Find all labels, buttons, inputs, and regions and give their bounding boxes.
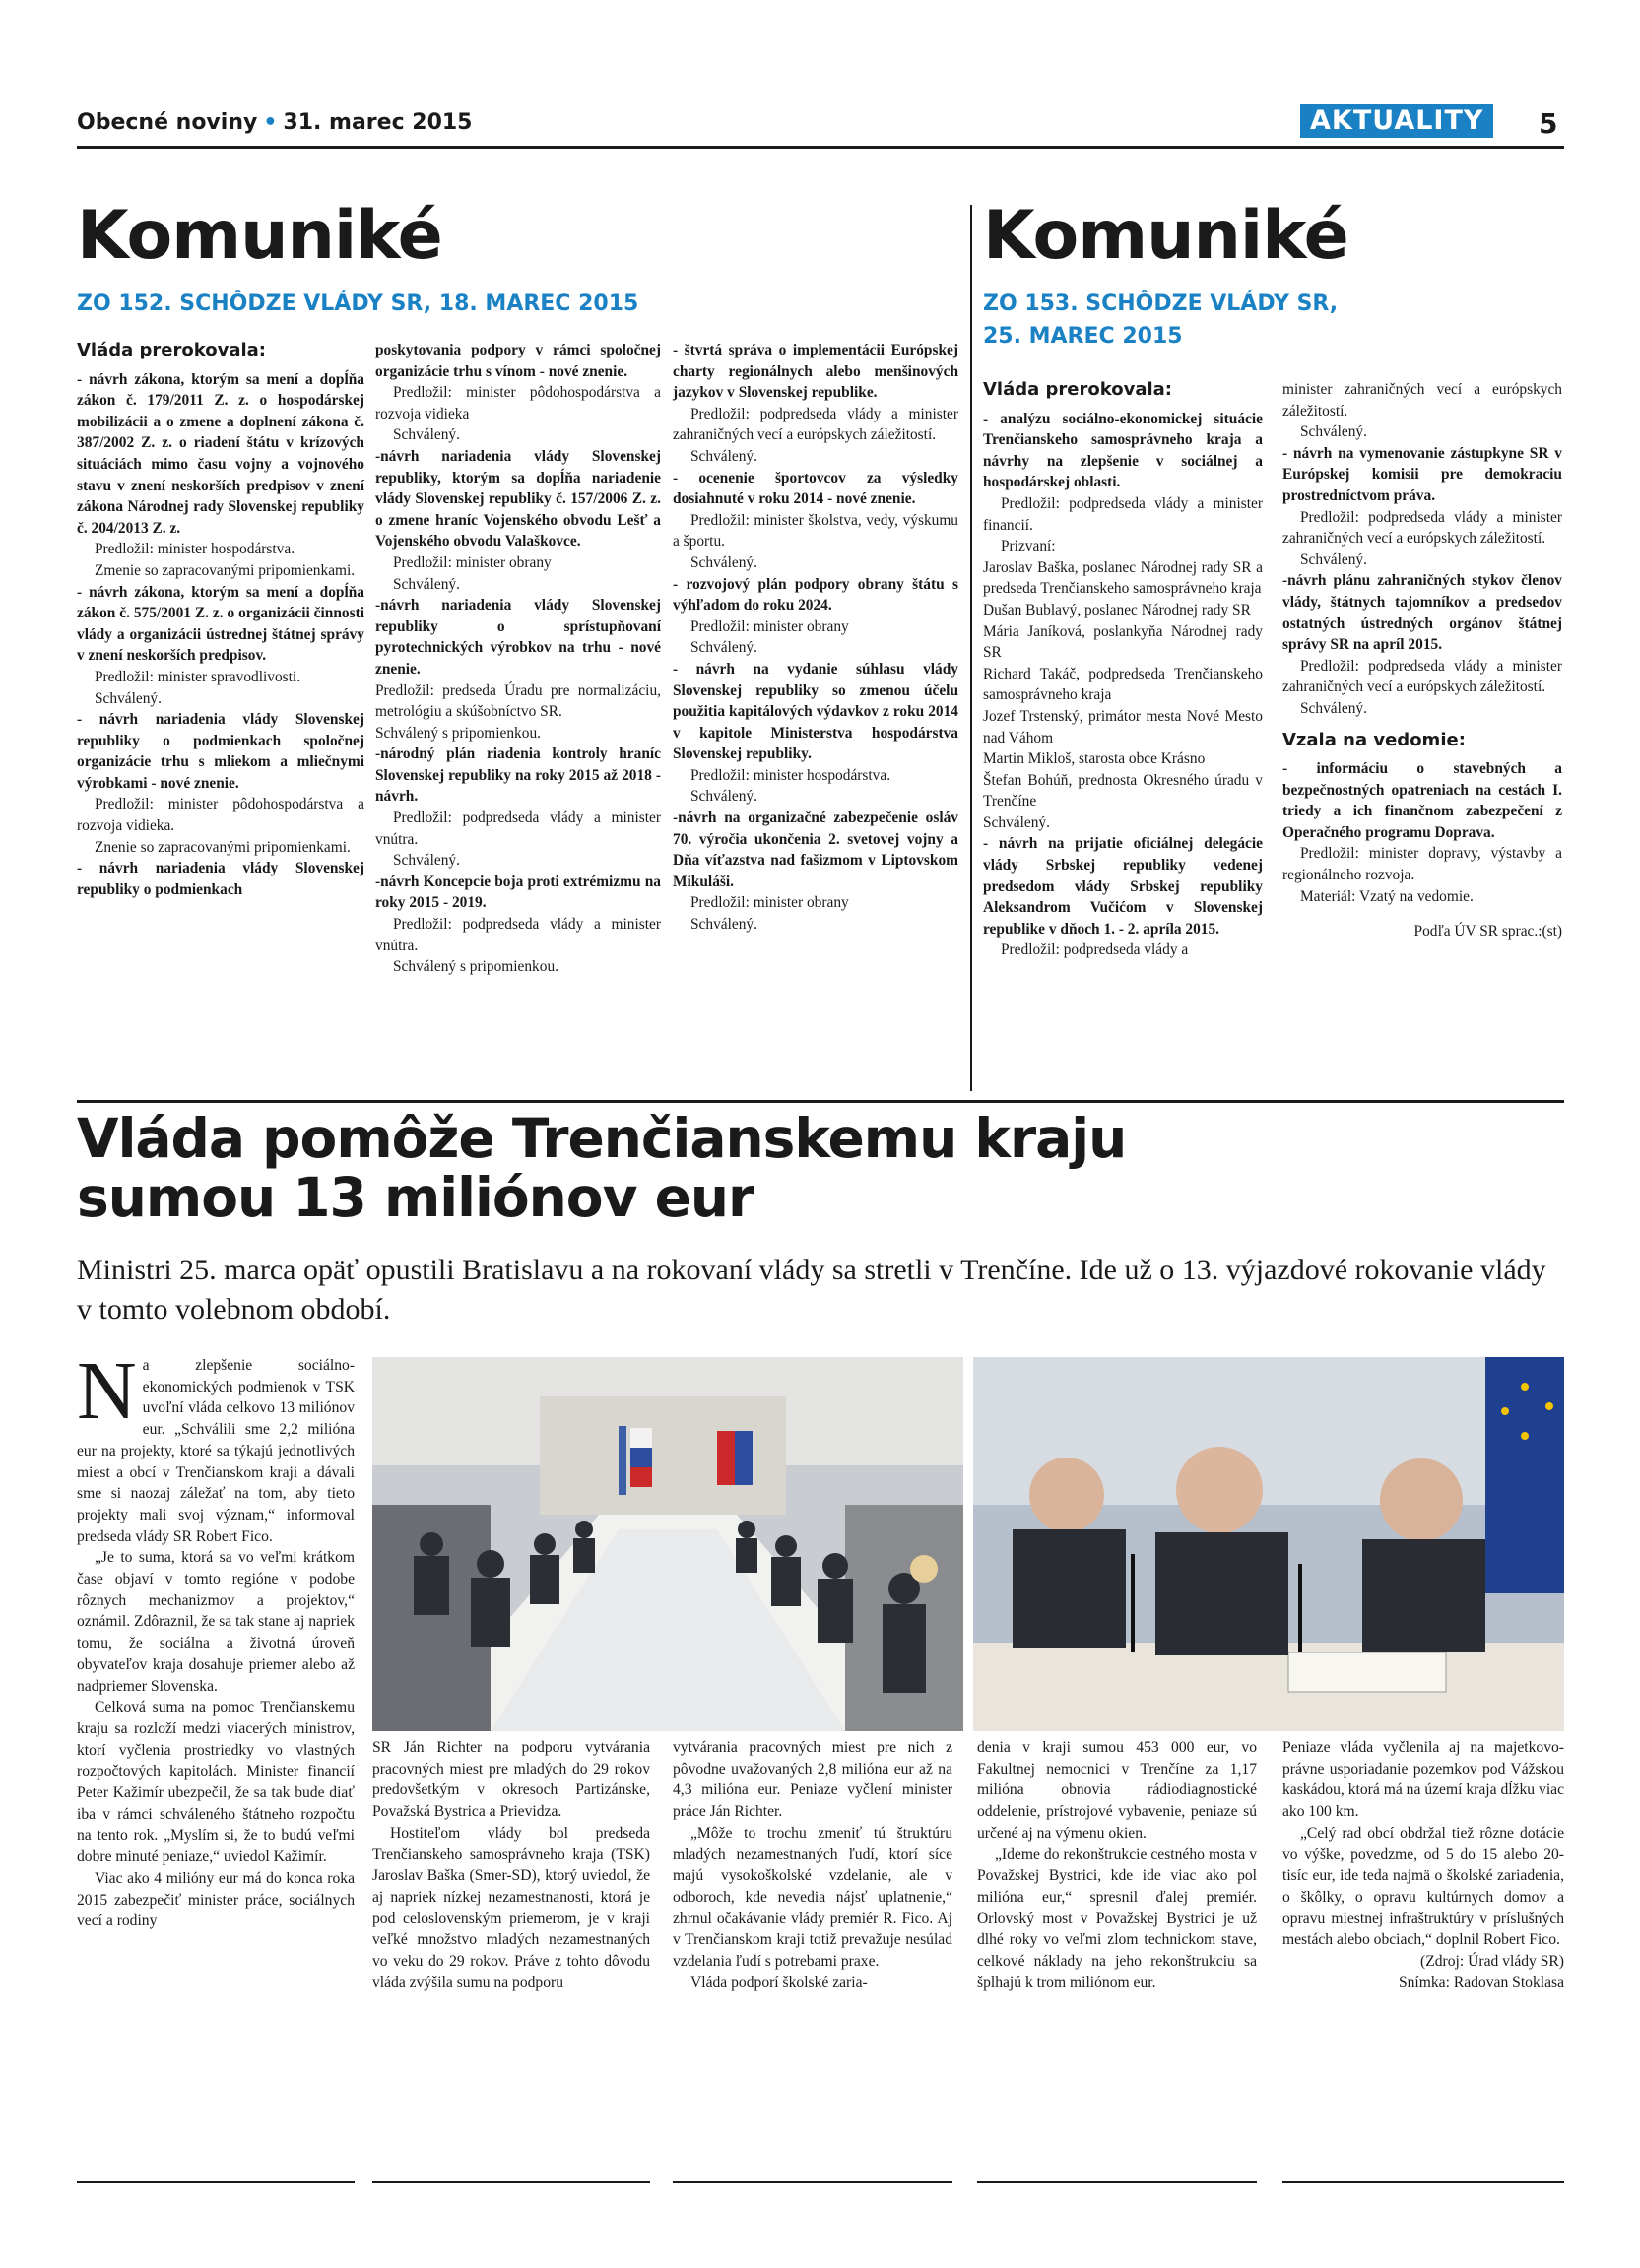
agenda-note: Predložil: minister obrany — [690, 894, 849, 912]
article-paragraph: Vláda podporí školské zaria- — [690, 1974, 868, 1991]
column-end-rule-4 — [977, 2181, 1257, 2183]
komunike1-column-2 — [375, 340, 661, 978]
agenda-item: - návrh na vymenovanie zástupkyne SR v Európskej komisii pre demokraciu prostredníctvom práva. — [1282, 444, 1562, 504]
article-source: (Zdroj: Úrad vlády SR) — [1420, 1953, 1564, 1971]
agenda-note: Predložil: podpredseda vlády a minister zahraničných vecí a európskych záležitostí. — [1282, 508, 1562, 548]
agenda-note: Jaroslav Baška, poslanec Národnej rady SR a predseda Trenčianskeho samosprávneho kraja — [983, 558, 1263, 598]
masthead — [77, 110, 473, 135]
agenda-note: Predložil: podpredseda vlády a — [1001, 941, 1189, 959]
column-end-rule-3 — [673, 2181, 952, 2183]
section-label: AKTUALITY — [1300, 104, 1493, 138]
agenda-item: - návrh zákona, ktorým sa mení a dopĺňa zákon č. 575/2001 Z. z. o organizácii činnosti vlády a organizácii ústrednej štátnej správy v znení neskorších predpisov. — [77, 583, 364, 665]
komunike2-title: Komuniké — [983, 197, 1348, 275]
drop-cap: N — [77, 1345, 137, 1437]
header-rule — [77, 146, 1564, 149]
column-end-rule-5 — [1282, 2181, 1564, 2183]
agenda-note: Mária Janíková, poslankyňa Národnej rady SR — [983, 622, 1263, 662]
meeting-room-image — [372, 1357, 963, 1731]
komunike2-source: Podľa ÚV SR sprac.:(st) — [1413, 923, 1562, 940]
agenda-note: Prizvaní: — [1001, 538, 1056, 555]
agenda-note: Predložil: podpredseda vlády a minister zahraničných vecí a európskych záležitostí. — [673, 405, 958, 444]
article-paragraph: Celková suma na pomoc Trenčianskemu kraju sa rozloží medzi viacerých ministrov, ktorí vyčlenia prostriedky vo vlastných rozpočtových kapitolách. Minister financií Peter Kažimír ubezpečil, že sa tak bude diať iba v rámci schváleného štátneho rozpočtu na tento rok. „Myslím si, že to budú veľmi dobre minuté peniaze,“ uviedol Kažimír. — [77, 1699, 355, 1866]
agenda-note: Predložil: minister hospodárstva. — [95, 541, 295, 558]
agenda-item: -národný plán riadenia kontroly hraníc Slovenskej republiky na roky 2015 až 2018 - návrh. — [375, 745, 661, 806]
agenda-item: - návrh zákona, ktorým sa mení a dopĺňa zákon č. 179/2011 Z. z. o hospodárskej mobilizácii a o zmene a doplnení zákona č. 387/2002 Z. z. o riadení štátu v krízových situáciách mimo času vojny a vojnového stavu v znení neskorších predpisov v znení zákona Národnej rady Slovenskej republiky č. 204/2013 Z. z. — [77, 370, 364, 537]
column-end-rule-1 — [77, 2181, 355, 2183]
agenda-note: Predložil: podpredseda vlády a minister zahraničných vecí a európskych záležitostí. — [1282, 657, 1562, 696]
agenda-note: Dušan Bublavý, poslanec Národnej rady SR — [983, 601, 1251, 618]
agenda-note: Predložil: minister obrany — [393, 553, 552, 571]
agenda-note: Schválený. — [690, 788, 757, 806]
agenda-note: Martin Mikloš, starosta obce Krásno — [983, 750, 1206, 768]
agenda-note: Schválený. — [690, 916, 757, 934]
article-paragraph: Hostiteľom vlády bol predseda Trenčianskeho samosprávneho kraja (TSK) Jaroslav Baška (Smer-SD), ktorý uviedol, že aj napriek nízkej nezamestnanosti, ktorá je pod celoslovenským priemerom, je v kraji veľké množstvo mladých nezamestnaných vo veku do 29 rokov. Práve z tohto dôvodu vláda zvýšila sumu na podporu — [372, 1824, 650, 1991]
column-divider — [970, 205, 972, 1091]
article-paragraph: „Ideme do rekonštrukcie cestného mosta v Považskej Bystrici, kde ide viac ako pol milióna eur,“ spresnil ďalej premiér. Orlovský most v Považskej Bystrici je už dlhé roky vo veľmi zlom technickom stave, celkové náklady na jeho rekonštrukciu sa šplhajú k trom miliónom eur. — [977, 1846, 1257, 1991]
agenda-item: - návrh nariadenia vlády Slovenskej republiky o podmienkach spoločnej organizácie trhu s mliekom a mliečnymi výrobkami - nové znenie. — [77, 711, 364, 792]
photo-credit: Snímka: Radovan Stoklasa — [1398, 1974, 1564, 1991]
agenda-note: Predložil: minister pôdohospodárstva a rozvoja vidieka. — [77, 796, 364, 835]
article-paragraph: Viac ako 4 milióny eur má do konca roka 2015 zabezpečiť minister práce, sociálnych vecí a rodiny — [77, 1869, 355, 1930]
agenda-note: Znenie so zapracovanými pripomienkami. — [95, 838, 351, 856]
page-header — [77, 106, 1564, 140]
agenda-note: Schválený s pripomienkou. — [375, 724, 541, 742]
agenda-note: Schválený. — [690, 447, 757, 465]
agenda-note: Schválený. — [1300, 551, 1367, 568]
separator-dot: • — [263, 110, 278, 135]
komunike2-column-2 — [1282, 379, 1562, 942]
agenda-note: Schválený. — [393, 575, 460, 593]
article-column-5-body — [1282, 1737, 1564, 1951]
agenda-note: minister zahraničných vecí a európskych záležitostí. — [1282, 381, 1562, 420]
agenda-item: -návrh nariadenia vlády Slovenskej republiky, ktorým sa dopĺňa nariadenie vlády Slovenskej republiky č. 157/2006 Z. z. o zmene hraníc Vojenského obvodu Lešť a Vojenského obvodu Valaškovce. — [375, 447, 661, 551]
agenda-note: Schválený. — [393, 852, 460, 870]
article-lead: Ministri 25. marca opäť opustili Bratislavu a na rokovaní vlády sa stretli v Trenčíne. Ide už o 13. výjazdové rokovanie vlády v tomto volebnom období. — [77, 1254, 1546, 1326]
agenda-note: Schválený s pripomienkou. — [393, 958, 558, 976]
agenda-note: Zmenie so zapracovanými pripomienkami. — [95, 561, 356, 579]
agenda-note: Predložil: podpredseda vlády a minister vnútra. — [375, 810, 661, 848]
agenda-item: - informáciu o stavebných a bezpečnostných opatreniach na cestách I. triedy a ich finančnom zabezpečení z Operačného programu Doprava. — [1282, 760, 1562, 841]
komunike2-column-2-items-b — [1282, 758, 1562, 907]
article-headline — [77, 1109, 1564, 1227]
article-paragraph — [77, 1345, 355, 1547]
issue-date: 31. marec 2015 — [283, 110, 473, 135]
section-rule — [77, 1100, 1564, 1103]
agenda-item: -návrh nariadenia vlády Slovenskej republiky o sprístupňovaní pyrotechnických výrobkov na trhu - nové znenie. — [375, 597, 661, 678]
paragraph-text: a zlepšenie sociálno-ekonomických podmienok v TSK uvoľní vláda celkovo 13 miliónov eur. „Schválili sme 2,2 milióna eur na projekty, ktoré sa týkajú jednotlivých miest a obcí v Trenčianskom kraji a dávali sme si naozaj záležať na tom, aby tieto projekty mali svoj význam,“ informoval predseda vlády SR Robert Fico. — [77, 1357, 355, 1545]
komunike2-subtitle — [983, 288, 1338, 353]
komunike1-title: Komuniké — [77, 197, 442, 275]
agenda-item: -návrh Koncepcie boja proti extrémizmu na roky 2015 - 2019. — [375, 873, 661, 912]
komunike2-subtitle-line1: ZO 153. SCHÔDZE VLÁDY SR, — [983, 292, 1339, 316]
komunike1-heading: Vláda prerokovala: — [77, 340, 267, 360]
agenda-item: -návrh na organizačné zabezpečenie osláv 70. výročia ukončenia 2. svetovej vojny a Dňa víťazstva nad fašizmom v Liptovskom Mikuláši. — [673, 810, 958, 890]
agenda-note: Materiál: Vzatý na vedomie. — [1300, 887, 1474, 905]
agenda-item: - návrh nariadenia vlády Slovenskej republiky o podmienkach — [77, 860, 364, 898]
agenda-note: Schválený. — [1300, 423, 1367, 441]
agenda-note: Predložil: minister pôdohospodárstva a rozvoja vidieka — [375, 384, 661, 422]
agenda-note: Jozef Trstenský, primátor mesta Nové Mesto nad Váhom — [983, 707, 1263, 746]
agenda-item: poskytovania podpory v rámci spoločnej organizácie trhu s vínom - nové znenie. — [375, 342, 661, 380]
headline-line-2: sumou 13 miliónov eur — [77, 1166, 754, 1229]
agenda-note: Schválený. — [393, 426, 460, 444]
agenda-note: Predložil: podpredseda vlády a minister financií. — [983, 494, 1263, 534]
agenda-note: Štefan Bohúň, prednosta Okresného úradu v Trenčíne — [983, 771, 1263, 810]
agenda-note: Richard Takáč, podpredseda Trenčianskeho samosprávneho kraja — [983, 665, 1263, 704]
agenda-note: Predložil: minister spravodlivosti. — [95, 668, 301, 685]
komunike1-column-1 — [77, 340, 364, 900]
agenda-item: -návrh plánu zahraničných stykov členov vlády, štátnych tajomníkov a predsedov ostatných ústredných orgánov štátnej správy SR na apríl 2015. — [1282, 572, 1562, 654]
press-conference-image — [973, 1357, 1564, 1731]
agenda-note: Schválený. — [690, 553, 757, 571]
page-number: 5 — [1539, 107, 1558, 140]
article-column-1 — [77, 1345, 355, 1932]
photo-government-meeting — [372, 1357, 963, 1731]
komunike2-heading-2: Vzala na vedomie: — [1282, 729, 1466, 750]
agenda-note: Schválený. — [690, 639, 757, 657]
agenda-item: - ocenenie športovcov za výsledky dosiahnuté v roku 2014 - nové znenie. — [673, 469, 958, 508]
article-column-3 — [673, 1737, 952, 1993]
komunike1-column-3 — [673, 340, 958, 936]
agenda-item: - návrh na vydanie súhlasu vlády Slovenskej republiky so zmenou účelu použitia kapitálových výdavkov z roku 2014 v kapitole Ministerstva hospodárstva Slovenskej republiky. — [673, 660, 958, 763]
komunike2-column-2-items — [1282, 379, 1562, 720]
article-column-2 — [372, 1737, 650, 1993]
article-paragraph: „Celý rad obcí obdržal tiež rôzne dotácie vo výške, povedzme, od 5 do 15 alebo 20-tisíc eur, ide teda najmä o školské zariadenia, o škôlky, o opravu kultúrnych domov a opravu miestnej infraštruktúry v príslušných mestách alebo obciach,“ doplnil Robert Fico. — [1282, 1824, 1564, 1949]
agenda-item: - rozvojový plán podpory obrany štátu s výhľadom do roku 2024. — [673, 575, 958, 615]
agenda-note: Schválený. — [95, 689, 162, 707]
article-column-4 — [977, 1737, 1257, 1993]
paper-name: Obecné noviny — [77, 110, 258, 135]
agenda-note: Predložil: predseda Úradu pre normalizáciu, metrológiu a skúšobníctvo SR. — [375, 681, 661, 721]
article-paragraph: denia v kraji sumou 453 000 eur, vo Fakultnej nemocnici v Trenčíne za 1,17 milióna obnovia rádiodiagnostické oddelenie, prístrojové vybavenie, peniaze sú určené aj na výmenu okien. — [977, 1739, 1257, 1842]
agenda-note: Predložil: minister dopravy, výstavby a regionálneho rozvoja. — [1282, 845, 1562, 884]
agenda-note: Predložil: minister školstva, vedy, výskumu a športu. — [673, 511, 958, 551]
article-paragraph: SR Ján Richter na podporu vytvárania pracovných miest pre mladých do 29 rokov predovšetkým v okresoch Partizánske, Považská Bystrica a Prievidza. — [372, 1739, 650, 1821]
article-paragraph: Peniaze vláda vyčlenila aj na majetkovo-právne usporiadanie pozemkov pod Vážskou kaskádou, ktorá má na území kraja dĺžku viac ako 100 km. — [1282, 1739, 1564, 1821]
agenda-item: - návrh na prijatie oficiálnej delegácie vlády Srbskej republiky vedenej predsedom vlády Srbskej republiky Aleksandrom Vučićom v Slovenskej republike v dňoch 1. - 2. apríla 2015. — [983, 835, 1263, 938]
article-paragraph: vytvárania pracovných miest pre nich z pôvodne uvažovaných 2,8 milióna eur až na 4,3 milióna eur. Peniaze vyčlení minister práce Ján Richter. — [673, 1739, 952, 1821]
headline-line-1: Vláda pomôže Trenčianskemu kraju — [77, 1107, 1127, 1170]
agenda-item: - štvrtá správa o implementácii Európskej charty regionálnych alebo menšinových jazykov v Slovenskej republike. — [673, 342, 958, 402]
agenda-note: Schválený. — [983, 813, 1050, 831]
komunike2-subtitle-line2: 25. MAREC 2015 — [983, 324, 1183, 349]
article-paragraph: „Môže to trochu zmeniť tú štruktúru mladých nezamestnaných ľudí, ktorí síce majú vysokoškolské vzdelanie, ale v odboroch, kde nevedia nájsť uplatnenie,“ zhrnul očakávanie vlády premiér R. Fico. Aj v Trenčianskom kraji totiž prevažuje nesúlad vzdelania ľudí s potrebami praxe. — [673, 1824, 952, 1971]
column-end-rule-2 — [372, 2181, 650, 2183]
komunike1-subtitle: ZO 152. SCHÔDZE VLÁDY SR, 18. MAREC 2015 — [77, 292, 639, 316]
agenda-note: Predložil: minister hospodárstva. — [690, 766, 891, 784]
komunike2-heading: Vláda prerokovala: — [983, 379, 1173, 400]
photo-press-conference — [973, 1357, 1564, 1731]
agenda-note: Predložil: podpredseda vlády a minister vnútra. — [375, 916, 661, 954]
komunike2-column-1 — [983, 379, 1263, 961]
agenda-item: - analýzu sociálno-ekonomickej situácie Trenčianskeho samosprávneho kraja a návrhy na zlepšenie v sociálnej a hospodárskej oblasti. — [983, 410, 1263, 491]
article-paragraph: „Je to suma, ktorá sa vo veľmi krátkom čase objaví v tomto regióne v podobe rôznych mechanizmov a projektov,“ oznámil. Zdôraznil, že sa tak stane aj napriek tomu, že sociálna a životná úroveň obyvateľov kraja dosahuje priemer alebo až nadpriemer Slovenska. — [77, 1549, 355, 1695]
article-column-5 — [1282, 1737, 1564, 1993]
agenda-note: Predložil: minister obrany — [690, 617, 849, 635]
agenda-note: Schválený. — [1300, 699, 1367, 717]
